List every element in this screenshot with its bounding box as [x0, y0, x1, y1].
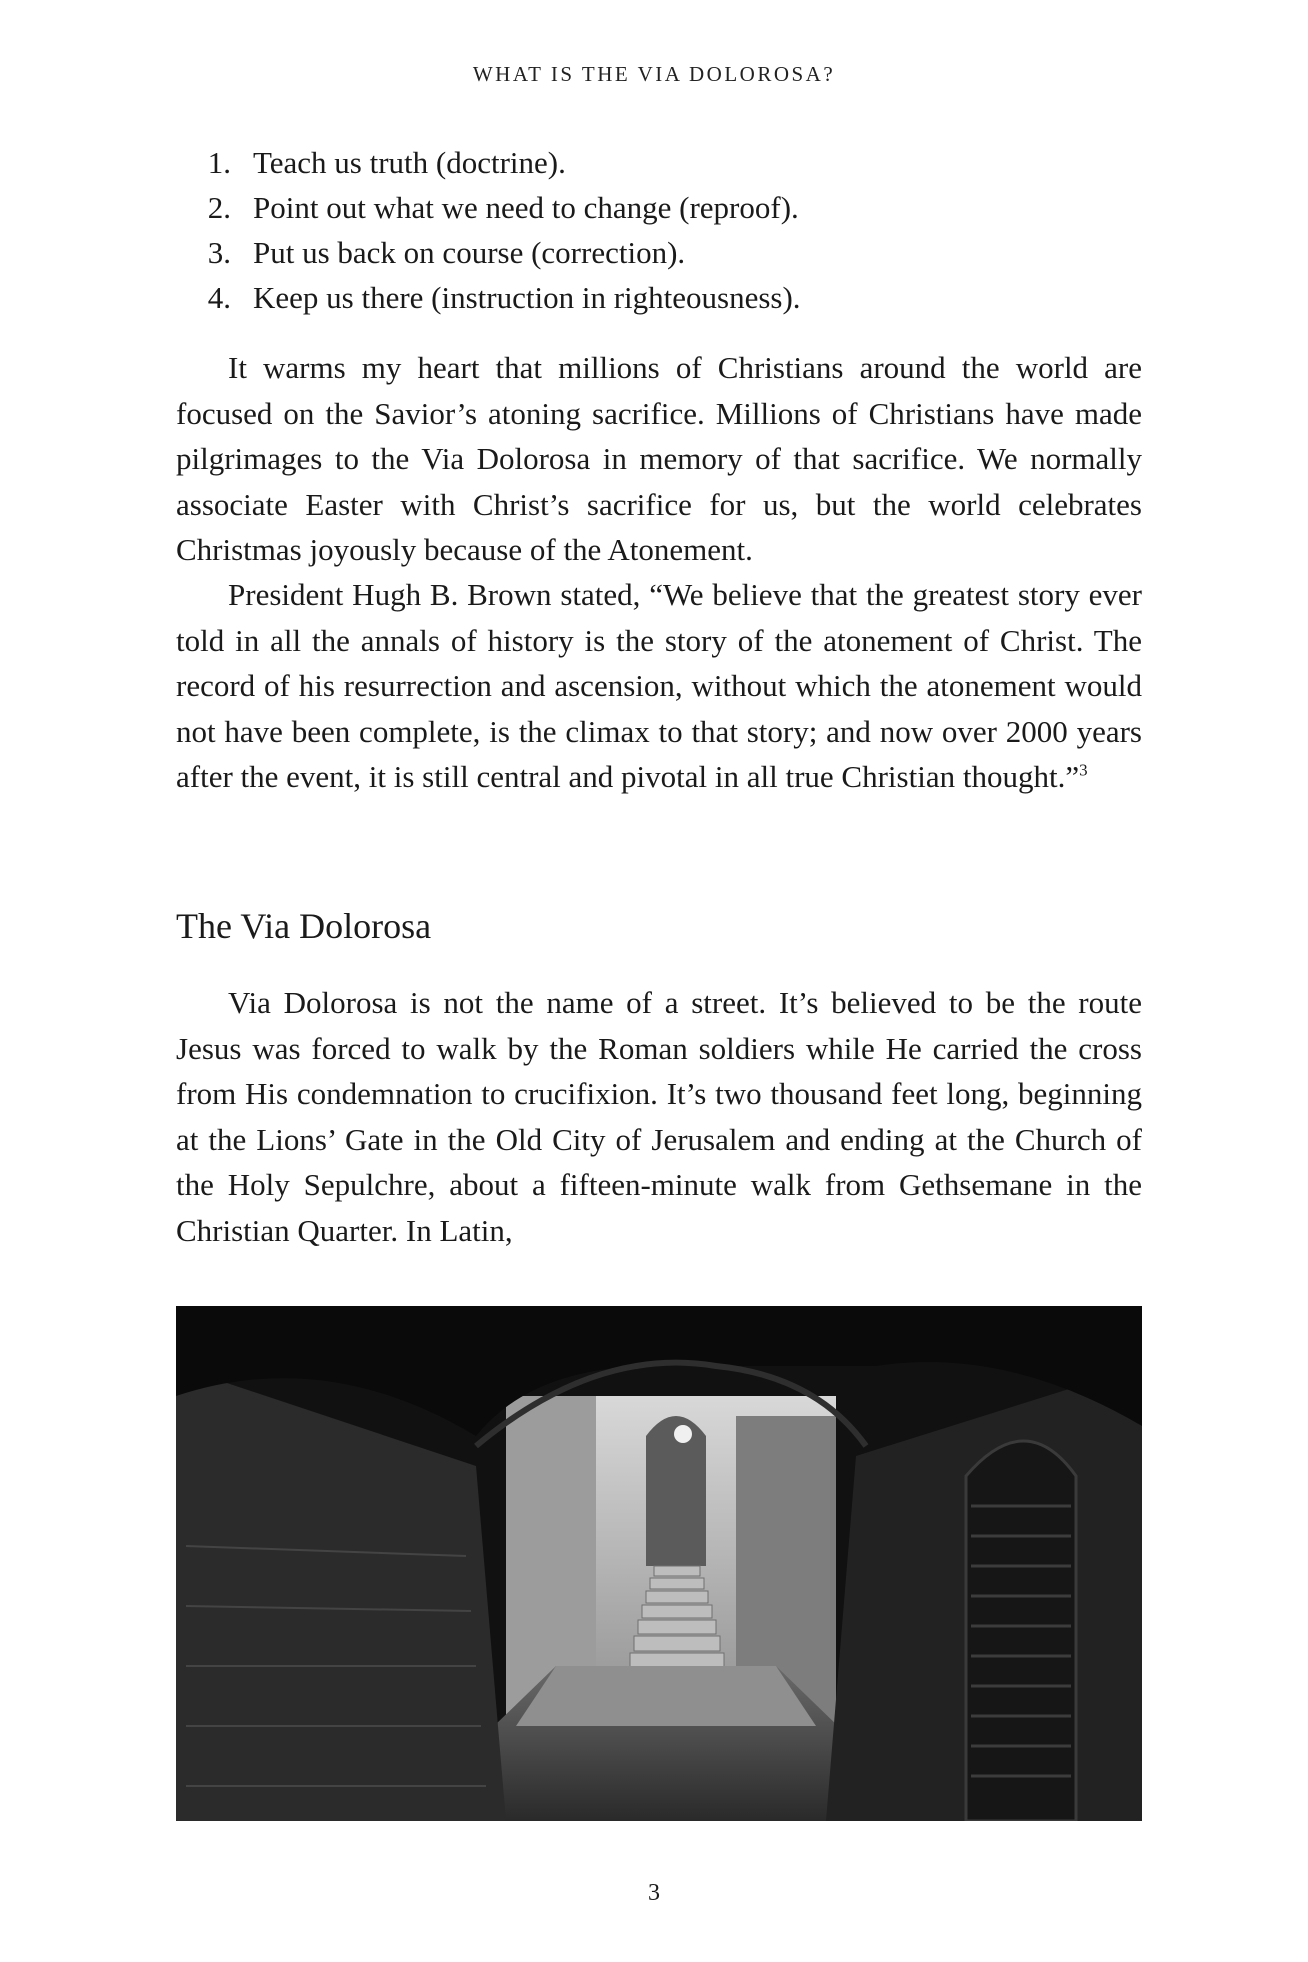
list-item — [176, 140, 801, 185]
list-item-text: Put us back on course (correction). — [253, 235, 686, 270]
paragraph-quote — [176, 572, 1142, 800]
list-item-number: 1. — [207, 145, 231, 180]
archway-alley-image — [176, 1306, 1142, 1821]
list-item-number: 4. — [207, 280, 231, 315]
list-item — [176, 230, 801, 275]
list-item — [176, 185, 801, 230]
list-item-text: Keep us there (instruction in righteousness). — [253, 280, 801, 315]
list-item-text: Teach us truth (doctrine). — [253, 145, 566, 180]
section-heading: The Via Dolorosa — [176, 906, 432, 946]
list-item-number: 3. — [207, 235, 231, 270]
numbered-list — [176, 140, 801, 320]
quote-text: President Hugh B. Brown stated, “We believe that the greatest story ever told in all the annals of history is the story of the atonement of Christ. The record of his resurrection and ascension, without which the atonement would not have been complete, is the climax to that story; and now over 2000 years after the event, it is still central and pivotal in all true Christian thought.” — [176, 577, 1142, 794]
paragraph-via-dolorosa: Via Dolorosa is not the name of a street. It’s believed to be the route Jesus was forced to walk by the Roman soldiers while He carried the cross from His condemnation to crucifixion. It’s two thousand feet long, beginning at the Lions’ Gate in the Old City of Jerusalem and ending at the Church of the Holy Sepulchre, about a fifteen-minute walk from Gethsemane in the Christian Quarter. In Latin, — [176, 985, 1142, 1248]
list-item-number: 2. — [207, 190, 231, 225]
street-photo — [176, 1306, 1142, 1821]
paragraph-atonement: It warms my heart that millions of Christians around the world are focused on the Savior’s atoning sacrifice. Millions of Christians have made pilgrimages to the Via Dolorosa in memory of that sacrifice. We normally associate Easter with Christ’s sacrifice for us, but the world celebrates Christmas joyously because of the Atonement. — [176, 350, 1142, 567]
footnote-reference: 3 — [1079, 760, 1088, 780]
list-item — [176, 275, 801, 320]
page-number: 3 — [648, 1880, 660, 1906]
running-head: WHAT IS THE VIA DOLOROSA? — [472, 62, 836, 86]
list-item-text: Point out what we need to change (reproof). — [253, 190, 799, 225]
